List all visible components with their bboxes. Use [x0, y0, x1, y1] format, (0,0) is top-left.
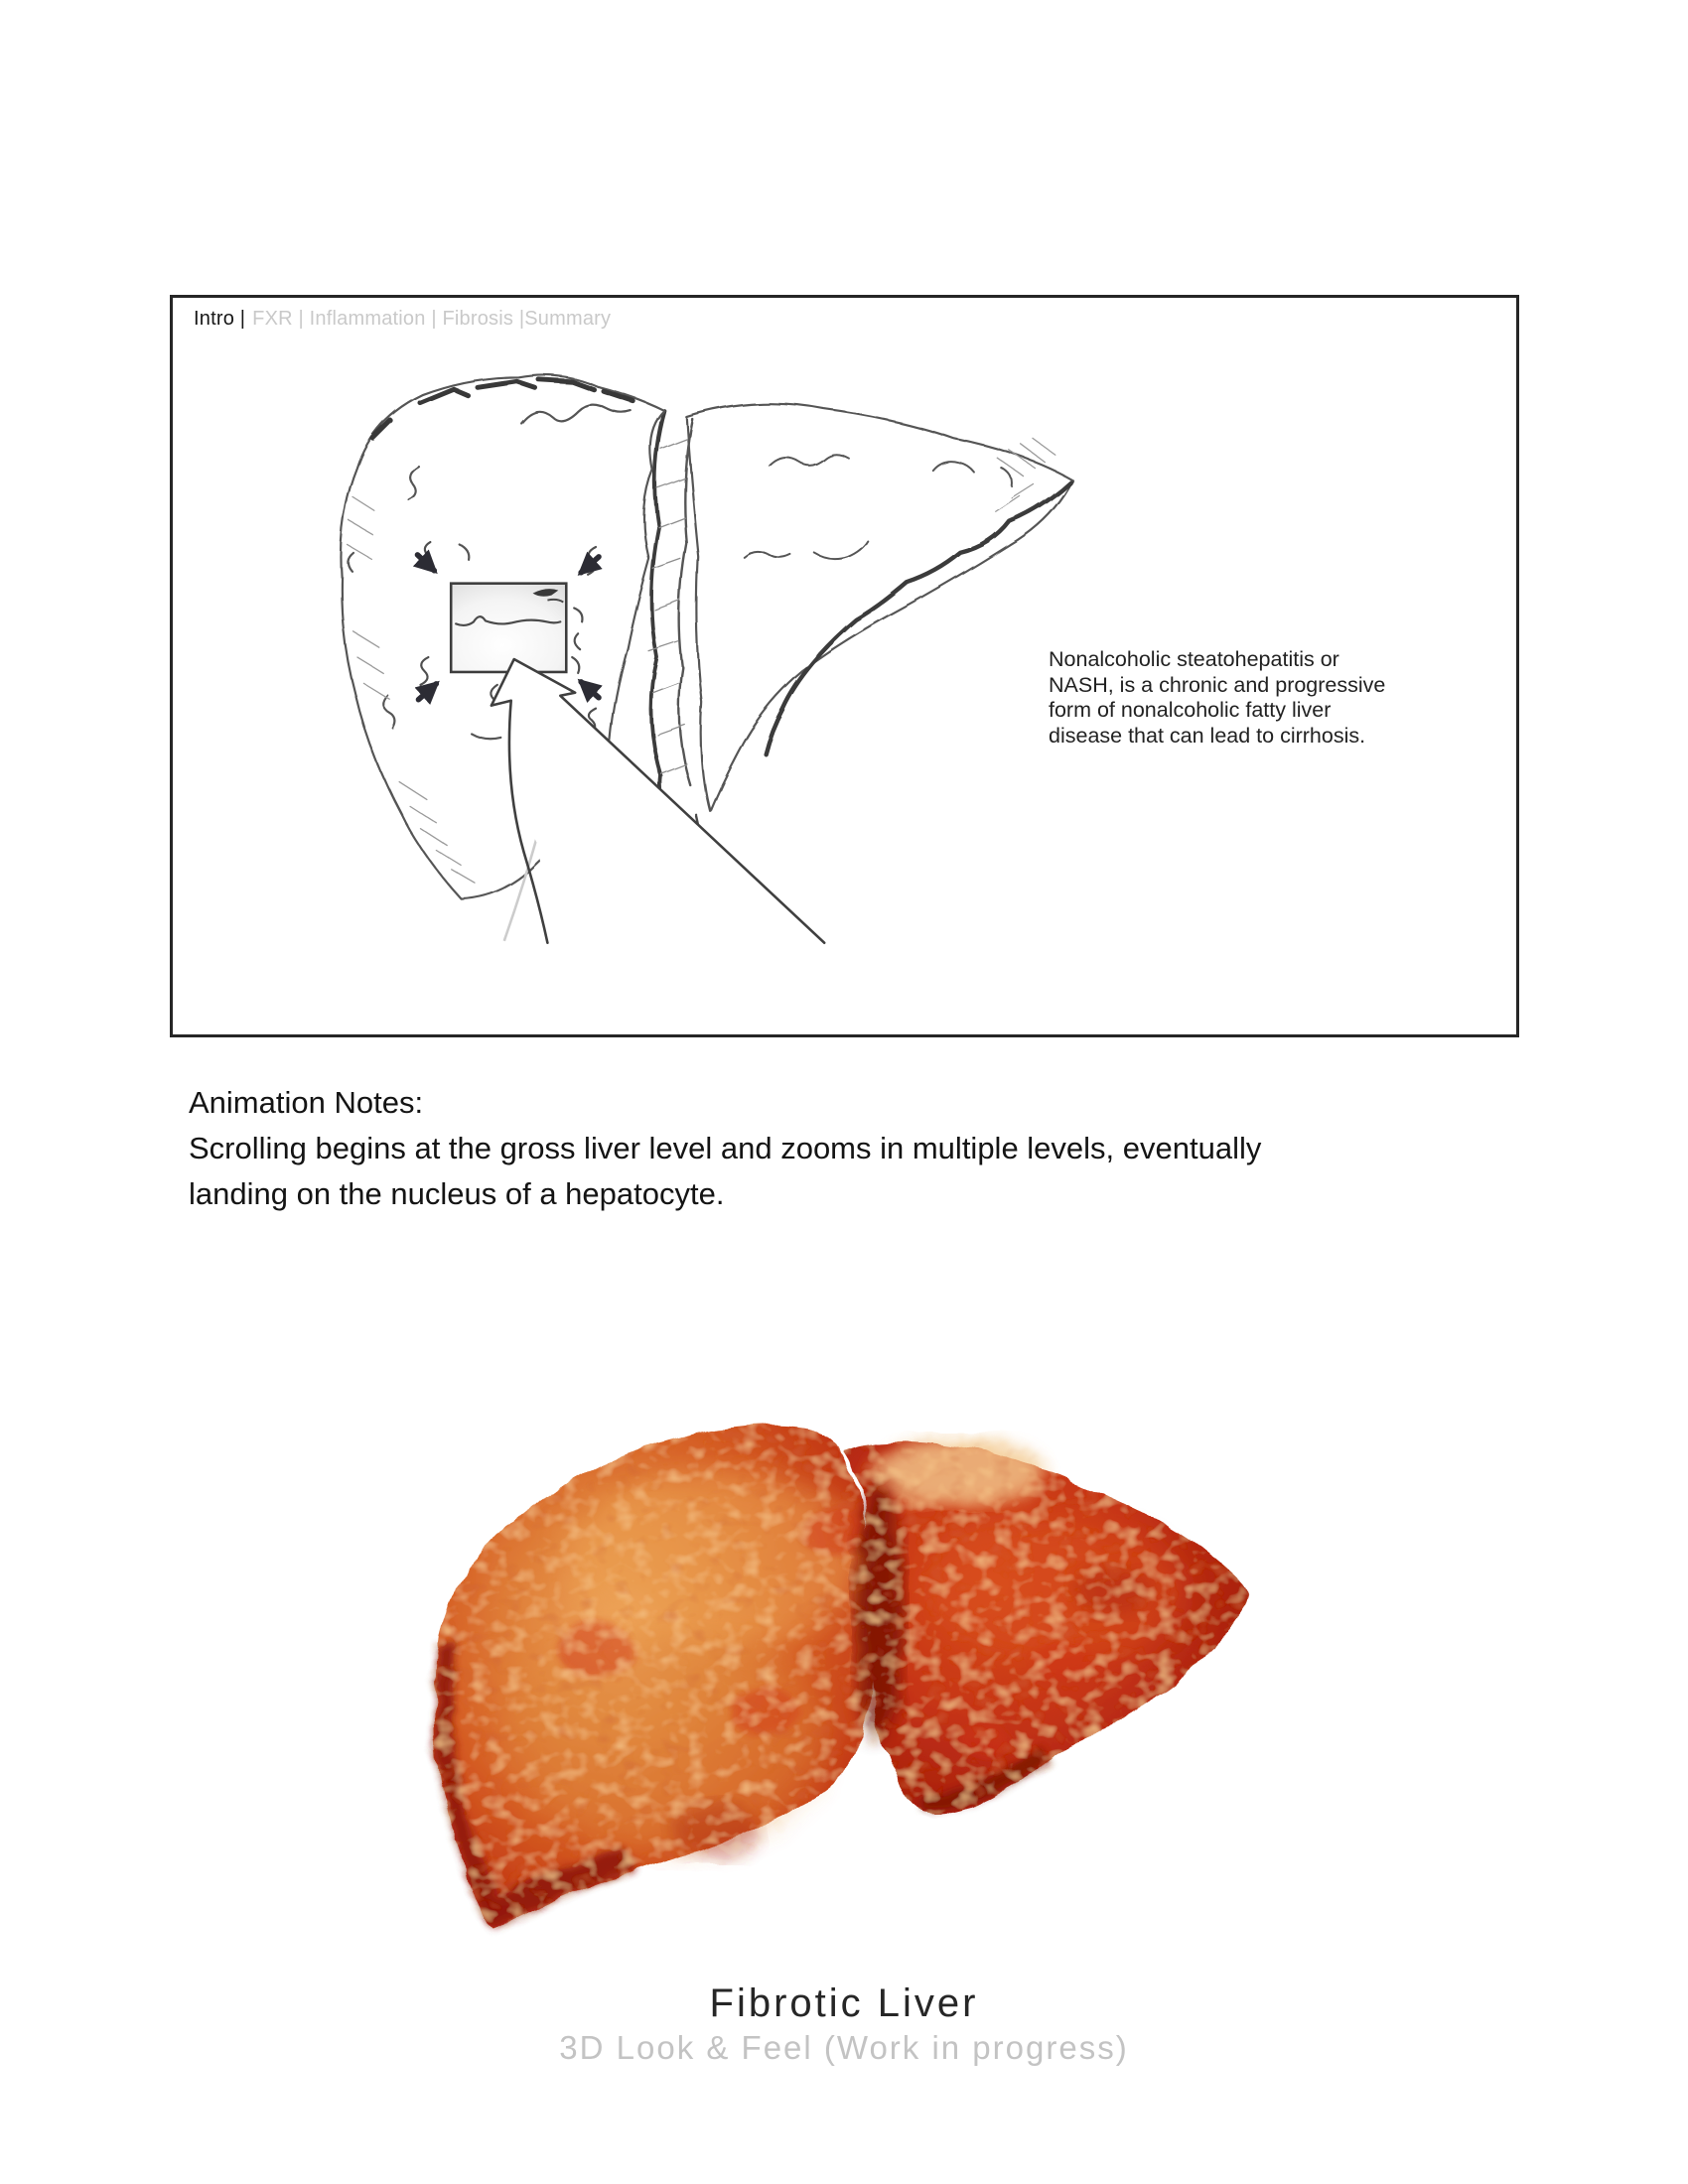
zoom-region-box	[451, 584, 566, 672]
figure-title: Fibrotic Liver	[709, 1981, 979, 2025]
breadcrumb-item-intro[interactable]: Intro |	[194, 308, 246, 330]
animation-notes-body: Scrolling begins at the gross liver level and zooms in multiple levels, eventually landing on the nucleus of a hepatocyte.	[189, 1131, 1262, 1211]
sketch-right-lobe	[686, 404, 1072, 811]
storyboard-frame	[170, 295, 1519, 1037]
animation-notes	[189, 1080, 1479, 1217]
magnify-arrow-icon	[492, 659, 824, 943]
nash-callout-text: Nonalcoholic steatohepatitis or NASH, is a chronic and progressive form of nonalcoholic fatty liver disease that can lead to cirrhosis.	[1049, 647, 1386, 748]
figure-subtitle: 3D Look & Feel (Work in progress)	[559, 2029, 1129, 2066]
breadcrumb-items-inactive[interactable]: FXR | Inflammation | Fibrosis |Summary	[252, 308, 612, 330]
animation-notes-heading: Animation Notes:	[189, 1085, 424, 1120]
fibrotic-liver-image	[417, 1413, 1251, 1957]
